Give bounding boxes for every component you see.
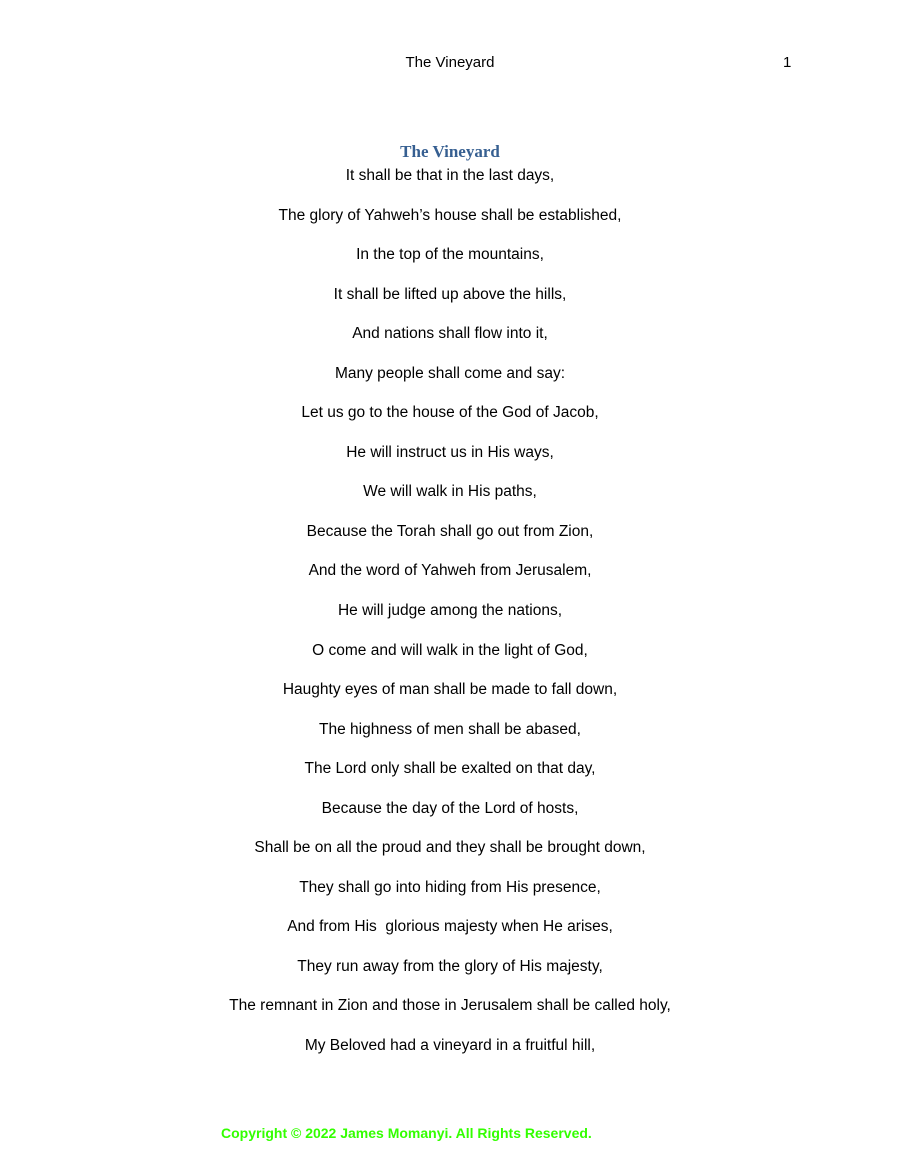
verse-line: We will walk in His paths, <box>363 483 537 501</box>
verse-line: They run away from the glory of His majesty, <box>297 957 603 975</box>
running-header-title: The Vineyard <box>405 54 495 71</box>
verse-line: O come and will walk in the light of God, <box>312 641 588 659</box>
verse-line: The highness of men shall be abased, <box>319 720 581 738</box>
verse-line: And the word of Yahweh from Jerusalem, <box>308 562 592 580</box>
verse-line: He will instruct us in His ways, <box>346 443 554 461</box>
verse-line: Many people shall come and say: <box>334 364 566 382</box>
poem-title: The Vineyard <box>400 142 500 161</box>
verse-line: Because the day of the Lord of hosts, <box>321 799 579 817</box>
verse-line: It shall be lifted up above the hills, <box>333 285 567 303</box>
verse-line: The remnant in Zion and those in Jerusalem shall be called holy, <box>229 997 671 1015</box>
verse-line: And nations shall flow into it, <box>352 325 548 343</box>
verse-line: And from His glorious majesty when He arises, <box>287 918 613 936</box>
verse-line: Haughty eyes of man shall be made to fall down, <box>282 681 618 699</box>
page-number: 1 <box>783 54 792 71</box>
verse-line: In the top of the mountains, <box>356 246 544 264</box>
copyright-notice: Copyright © 2022 James Momanyi. All Rights Reserved. <box>221 1125 592 1141</box>
verse-line: The glory of Yahweh’s house shall be established, <box>278 206 622 224</box>
verse-line: It shall be that in the last days, <box>345 167 555 184</box>
verse-list <box>0 164 900 1074</box>
verse-line: Let us go to the house of the God of Jacob, <box>301 404 599 422</box>
verse-line: He will judge among the nations, <box>337 602 563 620</box>
verse-line: The Lord only shall be exalted on that day, <box>304 760 596 778</box>
verse-line: Shall be on all the proud and they shall be brought down, <box>254 839 646 857</box>
verse-line: They shall go into hiding from His presence, <box>299 878 601 896</box>
verse-line: My Beloved had a vineyard in a fruitful hill, <box>304 1037 596 1055</box>
verse-line: Because the Torah shall go out from Zion, <box>306 522 594 540</box>
